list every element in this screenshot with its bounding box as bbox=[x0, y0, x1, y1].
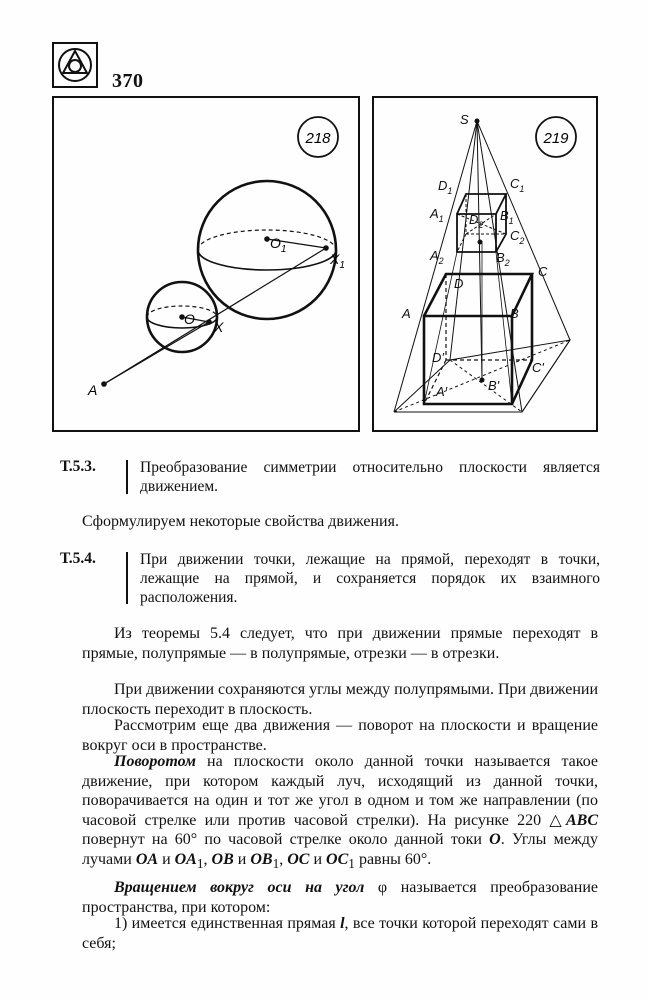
paragraph-3: Рассмотрим еще два движения — поворот на плоскости и вращение вокруг оси в пространстве. bbox=[82, 717, 598, 754]
svg-text:D1: $D_1$ bbox=[438, 178, 453, 196]
svg-text:O: O bbox=[184, 311, 195, 327]
intro-text: Сформулируем некоторые свойства движения. bbox=[82, 513, 399, 530]
svg-text:A2: $A_2$ bbox=[430, 248, 444, 266]
theorem-text: Преобразование симметрии относительно плоскости является движением. bbox=[140, 459, 600, 495]
large-sphere bbox=[198, 181, 336, 319]
theorem-5-3 bbox=[60, 458, 600, 498]
paragraph-2: При движении сохраняются углы между полупрямыми. При движении плоскость переходит в плоскость. bbox=[82, 681, 598, 718]
theorem-5-4 bbox=[60, 550, 600, 608]
svg-text:B2: $B_2$ bbox=[496, 250, 510, 268]
theorem-number: Т.5.4. bbox=[60, 550, 96, 567]
svg-text:A: A bbox=[402, 306, 411, 321]
svg-text:A': A' bbox=[436, 384, 448, 399]
svg-text:C2: $C_2$ bbox=[510, 228, 525, 246]
paragraph-6: 1) имеется единственная прямая l, все точки которой переходят сами в себя; bbox=[82, 915, 598, 952]
svg-text:X1: $X_1$ bbox=[330, 251, 345, 271]
svg-text:C': C' bbox=[532, 360, 544, 375]
svg-text:D': D' bbox=[432, 350, 444, 365]
svg-text:C1: $C_1$ bbox=[510, 176, 525, 194]
svg-text:219: 219 bbox=[543, 130, 569, 147]
svg-text:O1: $O_1$ bbox=[270, 235, 287, 255]
svg-text:S: S bbox=[460, 112, 469, 127]
svg-text:B: B bbox=[510, 306, 519, 321]
svg-text:D: D bbox=[454, 276, 464, 291]
figure-218 bbox=[52, 96, 360, 432]
svg-text:C: C bbox=[538, 264, 548, 279]
figure-219 bbox=[372, 96, 598, 432]
theorem-number: Т.5.3. bbox=[60, 458, 96, 475]
figure-number-badge bbox=[536, 117, 576, 157]
book-emblem-icon bbox=[52, 42, 98, 88]
theorem-bar bbox=[126, 552, 128, 604]
page-number: 370 bbox=[112, 70, 144, 92]
theorem-text: При движении точки, лежащие на прямой, переходят в точки, лежащие на прямой, и сохраняется порядок их взаимного расположения. bbox=[140, 551, 600, 606]
svg-text:A: A bbox=[88, 382, 98, 398]
svg-text:A1: $A_1$ bbox=[430, 206, 444, 224]
svg-text:218: 218 bbox=[305, 130, 331, 147]
paragraph-1: Из теоремы 5.4 следует, что при движении прямые переходят в прямые, полупрямые — в полупрямые, отрезки — в отрезки. bbox=[82, 625, 598, 662]
figure-number-badge bbox=[298, 117, 338, 157]
svg-text:B': B' bbox=[488, 378, 500, 393]
paragraph-5: Вращением вокруг оси на угол φ называется преобразование пространства, при котором: bbox=[82, 879, 598, 916]
theorem-bar bbox=[126, 460, 128, 494]
paragraph-4: Поворотом на плоскости около данной точки называется такое движение, при котором каждый луч, исходящий из данной точки, поворачивается на один и тот же угол в одном и том же направлении (по часовой стрелке или против часовой стрелки). На рисунке 220 △ABC повернут на 60° по часовой стрелке около данной токи O. Углы между лучами OA и $OA_1$, OB и $OB_1$, OC и $OC_1$ равны 60°. bbox=[82, 753, 598, 871]
svg-text:D2: $D_2$ bbox=[469, 212, 484, 230]
svg-text:B1: $B_1$ bbox=[500, 208, 514, 226]
svg-text:X: X bbox=[214, 319, 224, 335]
